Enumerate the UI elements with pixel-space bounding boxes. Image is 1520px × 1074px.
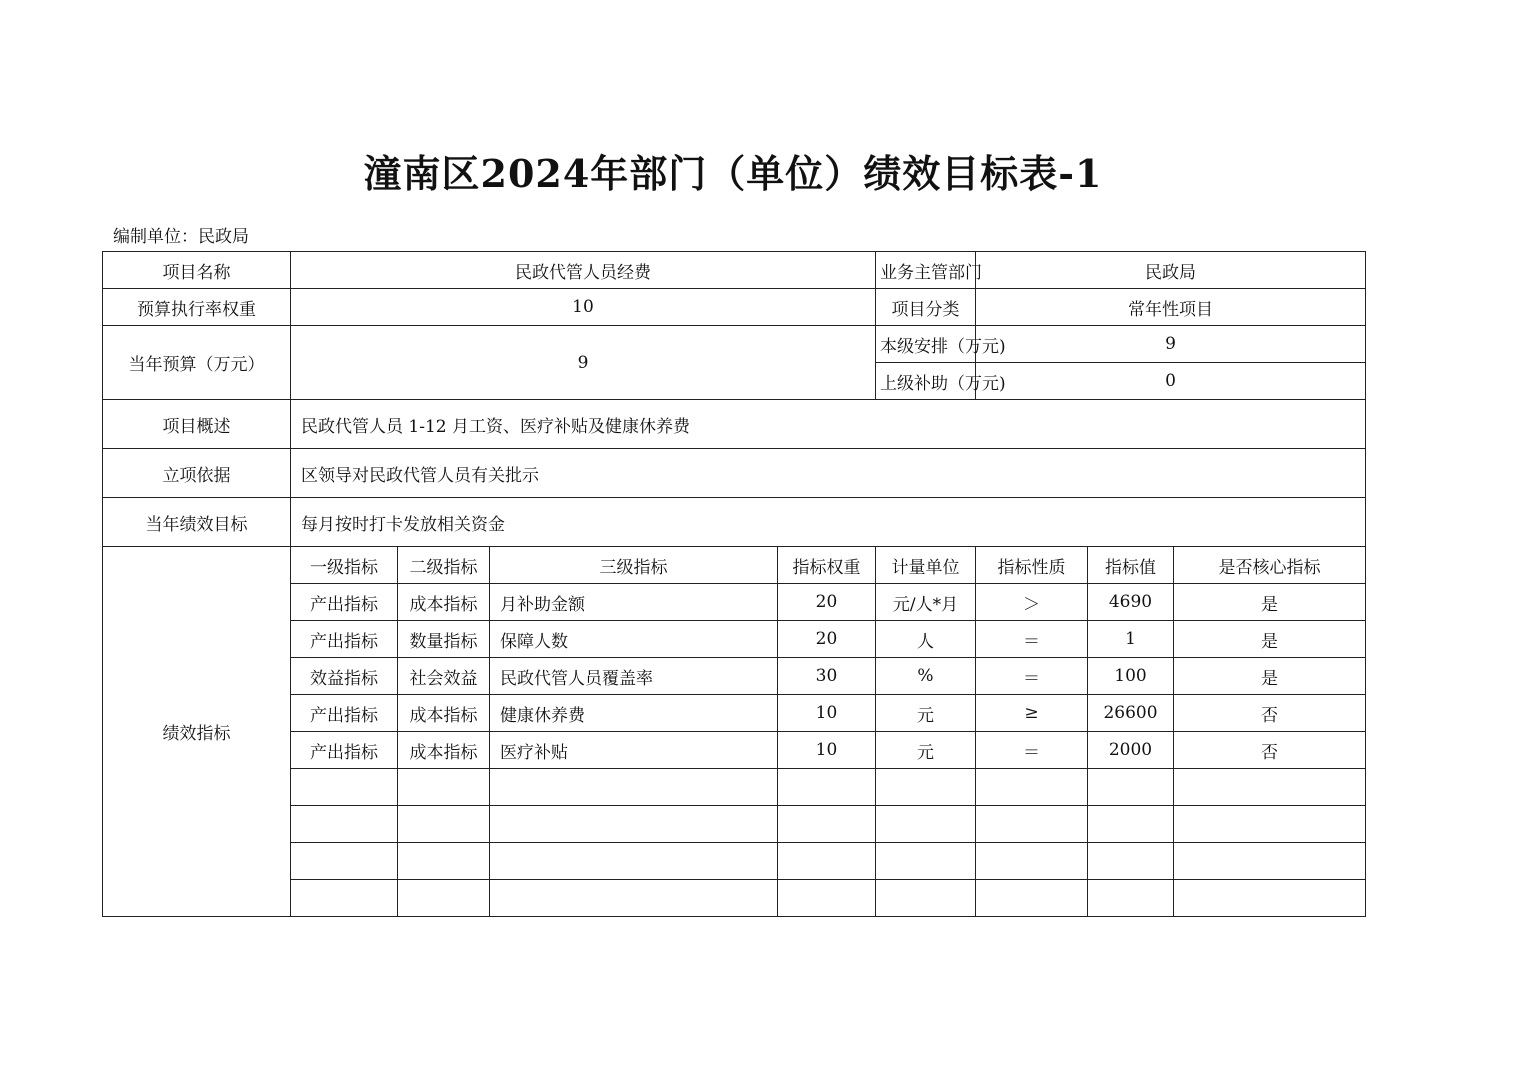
level3-cell: 月补助金额	[490, 584, 778, 621]
empty-cell	[876, 806, 976, 843]
budget-value: 9	[291, 326, 876, 400]
empty-cell	[291, 806, 398, 843]
empty-cell	[398, 880, 490, 917]
level1-cell: 产出指标	[291, 621, 398, 658]
empty-row	[103, 880, 1366, 917]
empty-cell	[398, 843, 490, 880]
local-label: 本级安排（万元)	[876, 326, 976, 363]
weight-cell: 10	[778, 732, 876, 769]
weight-cell: 30	[778, 658, 876, 695]
project-name-label: 项目名称	[103, 252, 291, 289]
row-basis	[103, 449, 1366, 498]
level3-cell: 民政代管人员覆盖率	[490, 658, 778, 695]
level3-cell: 健康休养费	[490, 695, 778, 732]
budget-label: 当年预算（万元）	[103, 326, 291, 400]
empty-cell	[778, 769, 876, 806]
basis-label: 立项依据	[103, 449, 291, 498]
weight-cell: 20	[778, 621, 876, 658]
empty-cell	[490, 880, 778, 917]
weight-cell: 10	[778, 695, 876, 732]
weight-cell: 20	[778, 584, 876, 621]
category-label: 项目分类	[876, 289, 976, 326]
empty-cell	[1174, 769, 1366, 806]
category-value: 常年性项目	[976, 289, 1366, 326]
core-cell: 是	[1174, 658, 1366, 695]
page-title: 潼南区2024年部门（单位）绩效目标表-1	[363, 151, 1103, 196]
weight-value: 10	[291, 289, 876, 326]
empty-cell	[778, 806, 876, 843]
column-header: 二级指标	[398, 547, 490, 584]
empty-cell	[490, 806, 778, 843]
empty-cell	[291, 769, 398, 806]
core-cell: 是	[1174, 584, 1366, 621]
column-header: 一级指标	[291, 547, 398, 584]
empty-cell	[976, 806, 1088, 843]
unit-cell: %	[876, 658, 976, 695]
goal-label: 当年绩效目标	[103, 498, 291, 547]
level2-cell: 成本指标	[398, 584, 490, 621]
empty-cell	[490, 843, 778, 880]
level2-cell: 成本指标	[398, 732, 490, 769]
empty-cell	[1088, 843, 1174, 880]
overview-label: 项目概述	[103, 400, 291, 449]
empty-row	[103, 769, 1366, 806]
empty-cell	[778, 843, 876, 880]
nature-cell: ＞	[976, 584, 1088, 621]
empty-cell	[1088, 880, 1174, 917]
core-cell: 否	[1174, 695, 1366, 732]
prepared-by	[113, 222, 249, 247]
level2-cell: 社会效益	[398, 658, 490, 695]
column-header: 指标权重	[778, 547, 876, 584]
project-name-value: 民政代管人员经费	[291, 252, 876, 289]
level2-cell: 成本指标	[398, 695, 490, 732]
empty-cell	[1174, 806, 1366, 843]
empty-cell	[976, 880, 1088, 917]
level1-cell: 产出指标	[291, 732, 398, 769]
unit-cell: 人	[876, 621, 976, 658]
empty-cell	[876, 843, 976, 880]
row-budget-local	[103, 326, 1366, 363]
empty-cell	[1088, 806, 1174, 843]
value-cell: 26600	[1088, 695, 1174, 732]
nature-cell: ＝	[976, 732, 1088, 769]
indicator-header-row	[103, 547, 1366, 584]
level1-cell: 产出指标	[291, 584, 398, 621]
empty-cell	[1088, 769, 1174, 806]
goal-text: 每月按时打卡发放相关资金	[291, 498, 1366, 547]
dept-label: 业务主管部门	[876, 252, 976, 289]
empty-row	[103, 843, 1366, 880]
unit-cell: 元/人*月	[876, 584, 976, 621]
indicator-row	[103, 621, 1366, 658]
upper-label: 上级补助（万元)	[876, 363, 976, 400]
empty-cell	[876, 880, 976, 917]
empty-row	[103, 806, 1366, 843]
empty-cell	[291, 843, 398, 880]
empty-cell	[398, 769, 490, 806]
indicator-row	[103, 658, 1366, 695]
unit-cell: 元	[876, 732, 976, 769]
dept-value: 民政局	[976, 252, 1366, 289]
column-header: 指标性质	[976, 547, 1088, 584]
performance-table	[102, 251, 1366, 917]
weight-label: 预算执行率权重	[103, 289, 291, 326]
nature-cell: ＝	[976, 621, 1088, 658]
empty-cell	[1174, 843, 1366, 880]
unit-cell: 元	[876, 695, 976, 732]
empty-cell	[490, 769, 778, 806]
value-cell: 4690	[1088, 584, 1174, 621]
overview-text: 民政代管人员 1-12 月工资、医疗补贴及健康休养费	[291, 400, 1366, 449]
upper-value: 0	[976, 363, 1366, 400]
empty-cell	[876, 769, 976, 806]
value-cell: 100	[1088, 658, 1174, 695]
level3-cell: 医疗补贴	[490, 732, 778, 769]
indicator-row	[103, 584, 1366, 621]
empty-cell	[976, 843, 1088, 880]
empty-cell	[778, 880, 876, 917]
column-header: 三级指标	[490, 547, 778, 584]
empty-cell	[291, 880, 398, 917]
row-weight	[103, 289, 1366, 326]
row-project-name	[103, 252, 1366, 289]
column-header: 计量单位	[876, 547, 976, 584]
row-goal	[103, 498, 1366, 547]
indicators-section-label: 绩效指标	[103, 547, 291, 917]
column-header: 指标值	[1088, 547, 1174, 584]
value-cell: 2000	[1088, 732, 1174, 769]
level1-cell: 产出指标	[291, 695, 398, 732]
nature-cell: ≥	[976, 695, 1088, 732]
prepared-by-label: 编制单位：	[113, 227, 198, 247]
empty-cell	[398, 806, 490, 843]
nature-cell: ＝	[976, 658, 1088, 695]
empty-cell	[976, 769, 1088, 806]
basis-text: 区领导对民政代管人员有关批示	[291, 449, 1366, 498]
level3-cell: 保障人数	[490, 621, 778, 658]
core-cell: 是	[1174, 621, 1366, 658]
prepared-by-value: 民政局	[198, 227, 249, 247]
empty-cell	[1174, 880, 1366, 917]
value-cell: 1	[1088, 621, 1174, 658]
column-header: 是否核心指标	[1174, 547, 1366, 584]
level1-cell: 效益指标	[291, 658, 398, 695]
row-overview	[103, 400, 1366, 449]
core-cell: 否	[1174, 732, 1366, 769]
indicator-row	[103, 695, 1366, 732]
local-value: 9	[976, 326, 1366, 363]
level2-cell: 数量指标	[398, 621, 490, 658]
indicator-row	[103, 732, 1366, 769]
